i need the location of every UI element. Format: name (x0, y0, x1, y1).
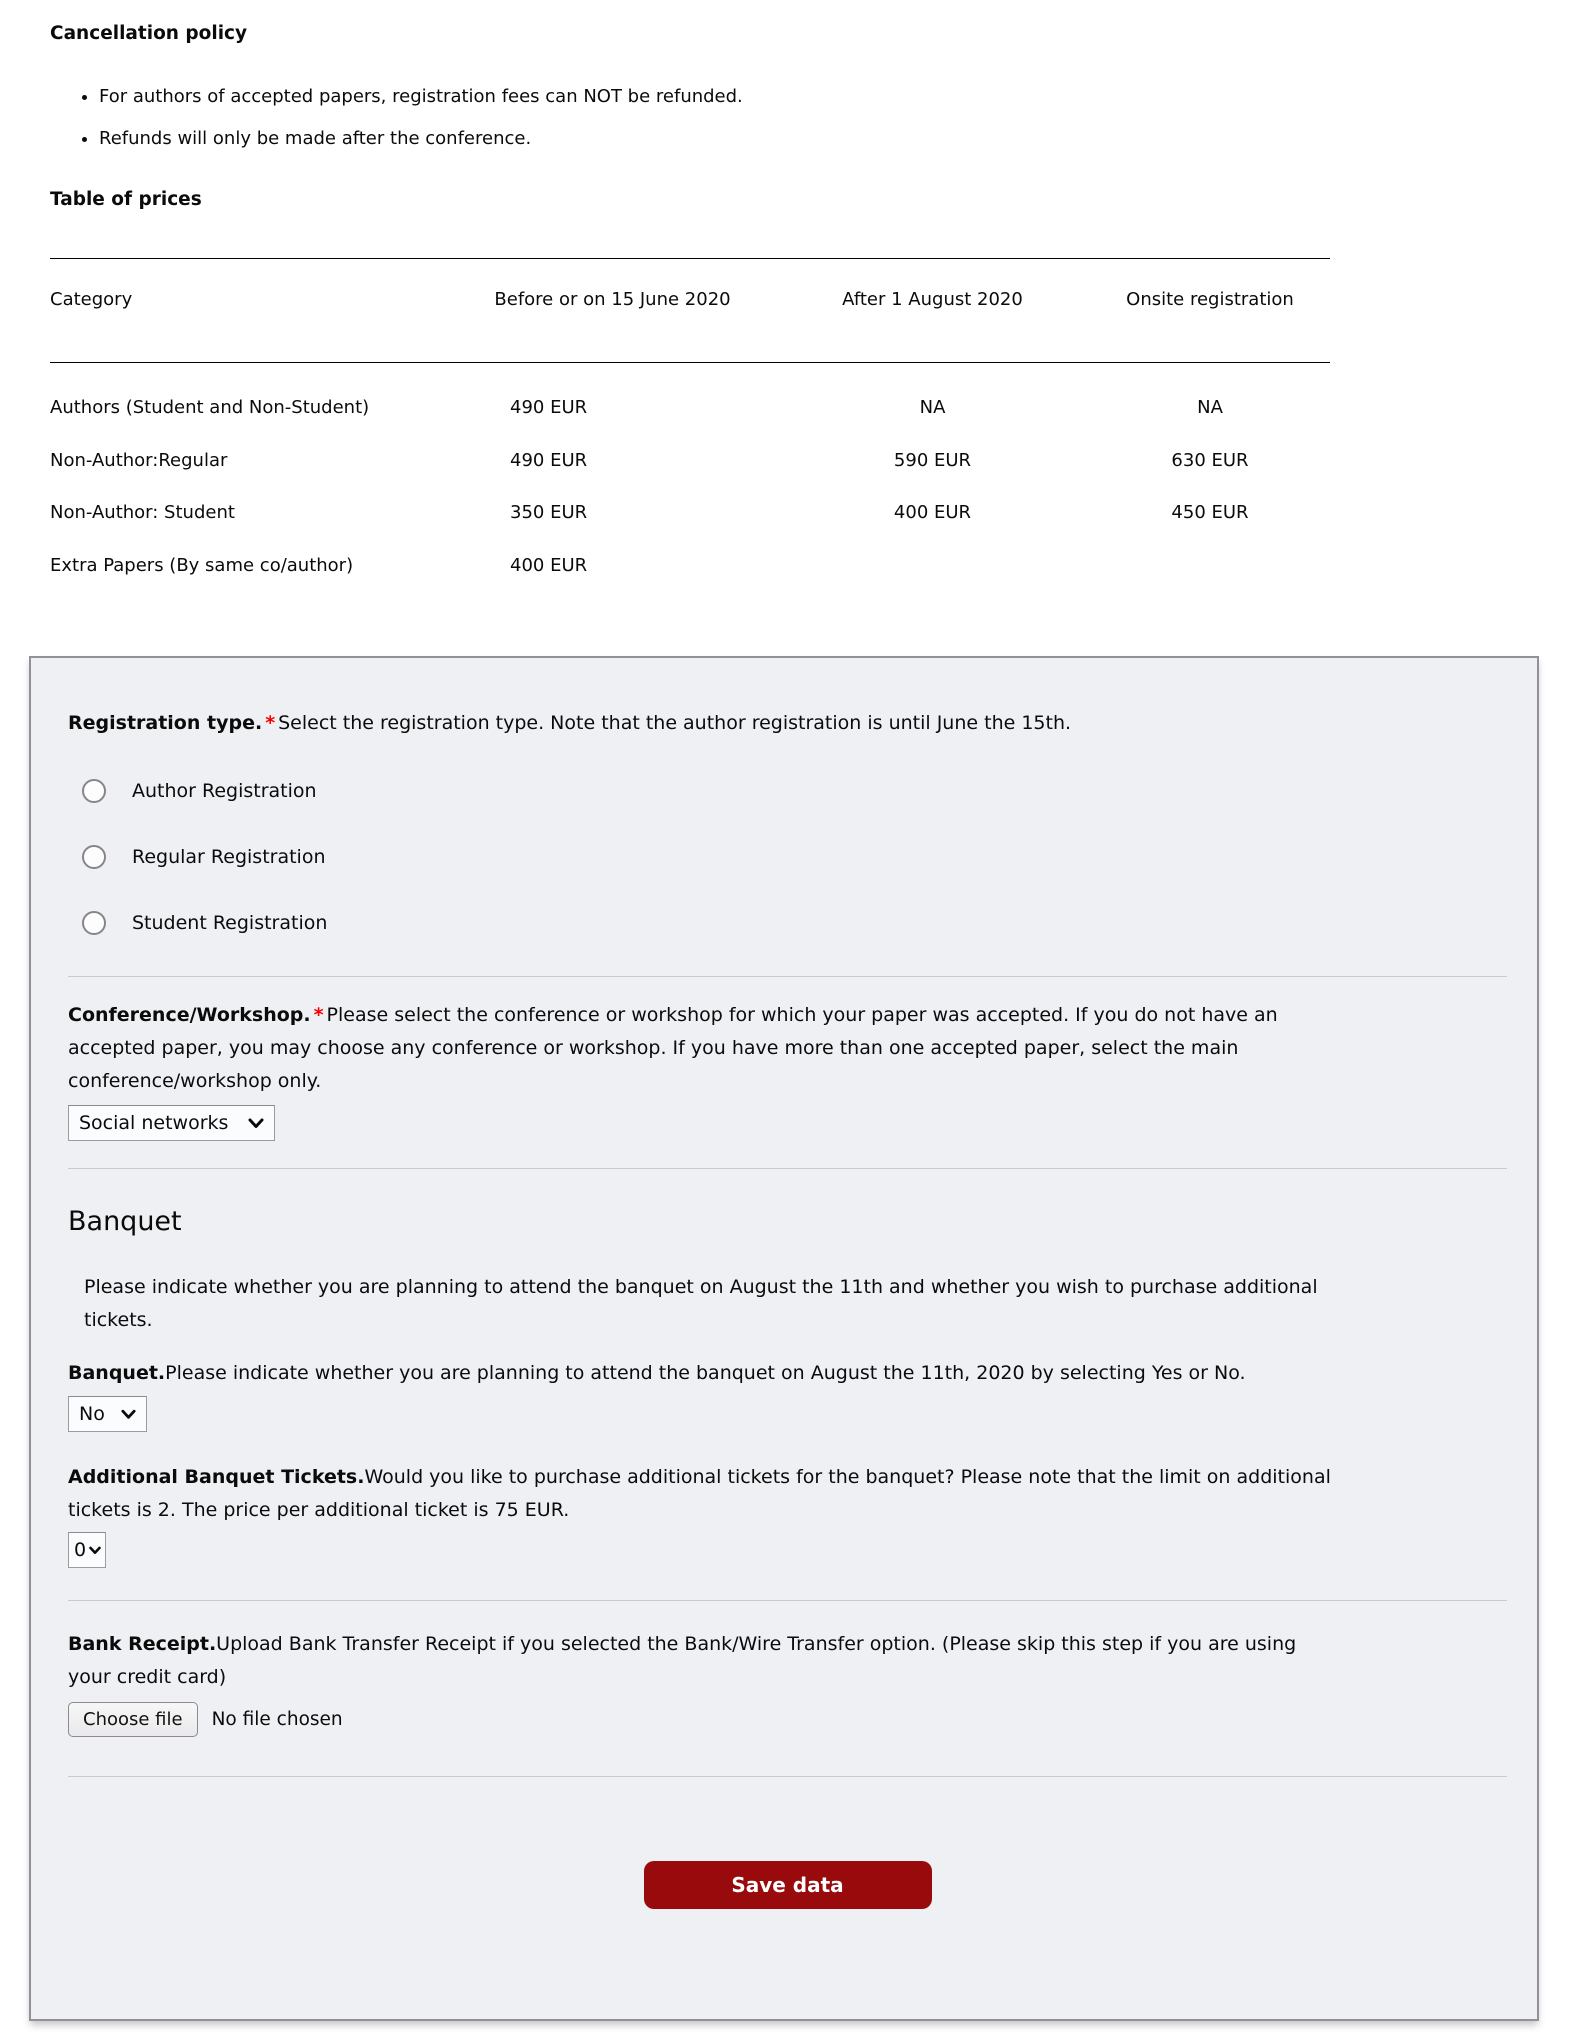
bank-receipt-description: Upload Bank Transfer Receipt if you selected the Bank/Wire Transfer option. (Please skip this step if you are using your credit card) (68, 1633, 1297, 1688)
additional-tickets-select[interactable] (68, 1532, 106, 1568)
document-section (0, 0, 1576, 607)
bank-receipt-label: Bank Receipt. (68, 1633, 217, 1655)
cell-early: 490 EUR (510, 449, 588, 471)
column-header-early: Before or on 15 June 2020 (494, 289, 731, 310)
registration-form-panel (29, 656, 1539, 2021)
section-divider (68, 1600, 1507, 1601)
column-header-category: Category (50, 289, 133, 310)
registration-type-description: Select the registration type. Note that the author registration is until June the 15th. (278, 712, 1072, 734)
cell-early: 350 EUR (510, 502, 588, 523)
cell-late: NA (919, 397, 946, 418)
cell-early: 400 EUR (510, 554, 588, 576)
registration-type-label: Registration type. (68, 712, 263, 734)
additional-tickets-text (68, 1461, 1338, 1527)
table-header-row (50, 259, 1330, 362)
cell-late: 400 EUR (893, 502, 972, 523)
radio-button-icon[interactable] (82, 779, 106, 803)
radio-button-icon[interactable] (82, 845, 106, 869)
bank-receipt-file-input (68, 1702, 1507, 1737)
cell-late: 590 EUR (893, 449, 972, 471)
conference-workshop-text (68, 999, 1338, 1098)
table-row (50, 555, 1330, 608)
banquet-section-intro: Please indicate whether you are planning to attend the banquet on August the 11th and whether you wish to purchase additional tickets. (84, 1276, 1318, 1331)
radio-label: Author Registration (132, 780, 317, 802)
cell-category: Authors (Student and Non-Student) (50, 397, 370, 418)
cell-onsite: 630 EUR (1171, 449, 1249, 471)
file-chosen-status: No file chosen (211, 1709, 343, 1730)
additional-tickets-select-value: 0 (74, 1539, 87, 1561)
table-body (50, 363, 1330, 607)
cell-onsite: NA (1197, 397, 1223, 418)
section-divider (68, 1168, 1507, 1169)
conference-workshop-description: Please select the conference or workshop for which your paper was accepted. If you do not have an accepted paper, you may choose any conference or workshop. If you have more than one accepted paper, select the main conference/workshop only. (68, 1004, 1278, 1092)
additional-tickets-description: Would you like to purchase additional tickets for the banquet? Please note that the limit on additional tickets is 2. The price per additional ticket is 75 EUR. (68, 1466, 1331, 1521)
conference-select[interactable] (68, 1105, 275, 1141)
bank-receipt-text (68, 1628, 1338, 1694)
required-asterisk: * (313, 1004, 324, 1026)
cancellation-policy-title: Cancellation policy (50, 23, 248, 44)
cell-category: Non-Author: Student (50, 502, 235, 523)
chevron-down-icon (89, 1546, 101, 1555)
cell-category: Extra Papers (By same co/author) (50, 554, 354, 576)
banquet-select-value: No (79, 1403, 105, 1425)
section-divider (68, 1776, 1507, 1777)
radio-student-registration[interactable] (82, 910, 1507, 936)
radio-label: Student Registration (132, 912, 328, 934)
table-of-prices-title: Table of prices (50, 189, 202, 210)
banquet-label: Banquet. (68, 1362, 166, 1384)
banquet-select[interactable] (68, 1396, 147, 1432)
chevron-down-icon (248, 1118, 264, 1129)
table-row (50, 397, 1330, 450)
radio-button-icon[interactable] (82, 911, 106, 935)
conference-select-value: Social networks (79, 1112, 229, 1134)
table-row (50, 502, 1330, 555)
radio-regular-registration[interactable] (82, 844, 1507, 870)
registration-type-options (68, 778, 1507, 936)
cancellation-bullet-list (50, 84, 1576, 151)
price-table (50, 258, 1330, 607)
section-divider (68, 976, 1507, 977)
column-header-onsite: Onsite registration (1126, 289, 1294, 310)
additional-tickets-label: Additional Banquet Tickets. (68, 1466, 365, 1488)
registration-type-text (68, 707, 1338, 740)
banquet-description: Please indicate whether you are planning to attend the banquet on August the 11th, 2020 by selecting Yes or No. (165, 1362, 1246, 1384)
banquet-section-heading: Banquet (68, 1206, 182, 1237)
cell-early: 490 EUR (510, 397, 588, 418)
cancellation-bullet: • Refunds will only be made after the conference. (99, 126, 1576, 151)
radio-label: Regular Registration (132, 846, 326, 868)
table-row (50, 450, 1330, 503)
cell-category: Non-Author:Regular (50, 449, 228, 471)
choose-file-button[interactable]: Choose file (68, 1702, 198, 1737)
radio-author-registration[interactable] (82, 778, 1507, 804)
column-header-late: After 1 August 2020 (842, 289, 1023, 310)
conference-workshop-label: Conference/Workshop. (68, 1004, 311, 1026)
chevron-down-icon (121, 1409, 136, 1420)
save-data-button[interactable]: Save data (644, 1861, 932, 1909)
banquet-question-text (68, 1357, 1338, 1390)
cell-onsite: 450 EUR (1171, 502, 1249, 523)
cancellation-bullet: • For authors of accepted papers, registration fees can NOT be refunded. (99, 84, 1576, 109)
required-asterisk: * (265, 712, 276, 734)
